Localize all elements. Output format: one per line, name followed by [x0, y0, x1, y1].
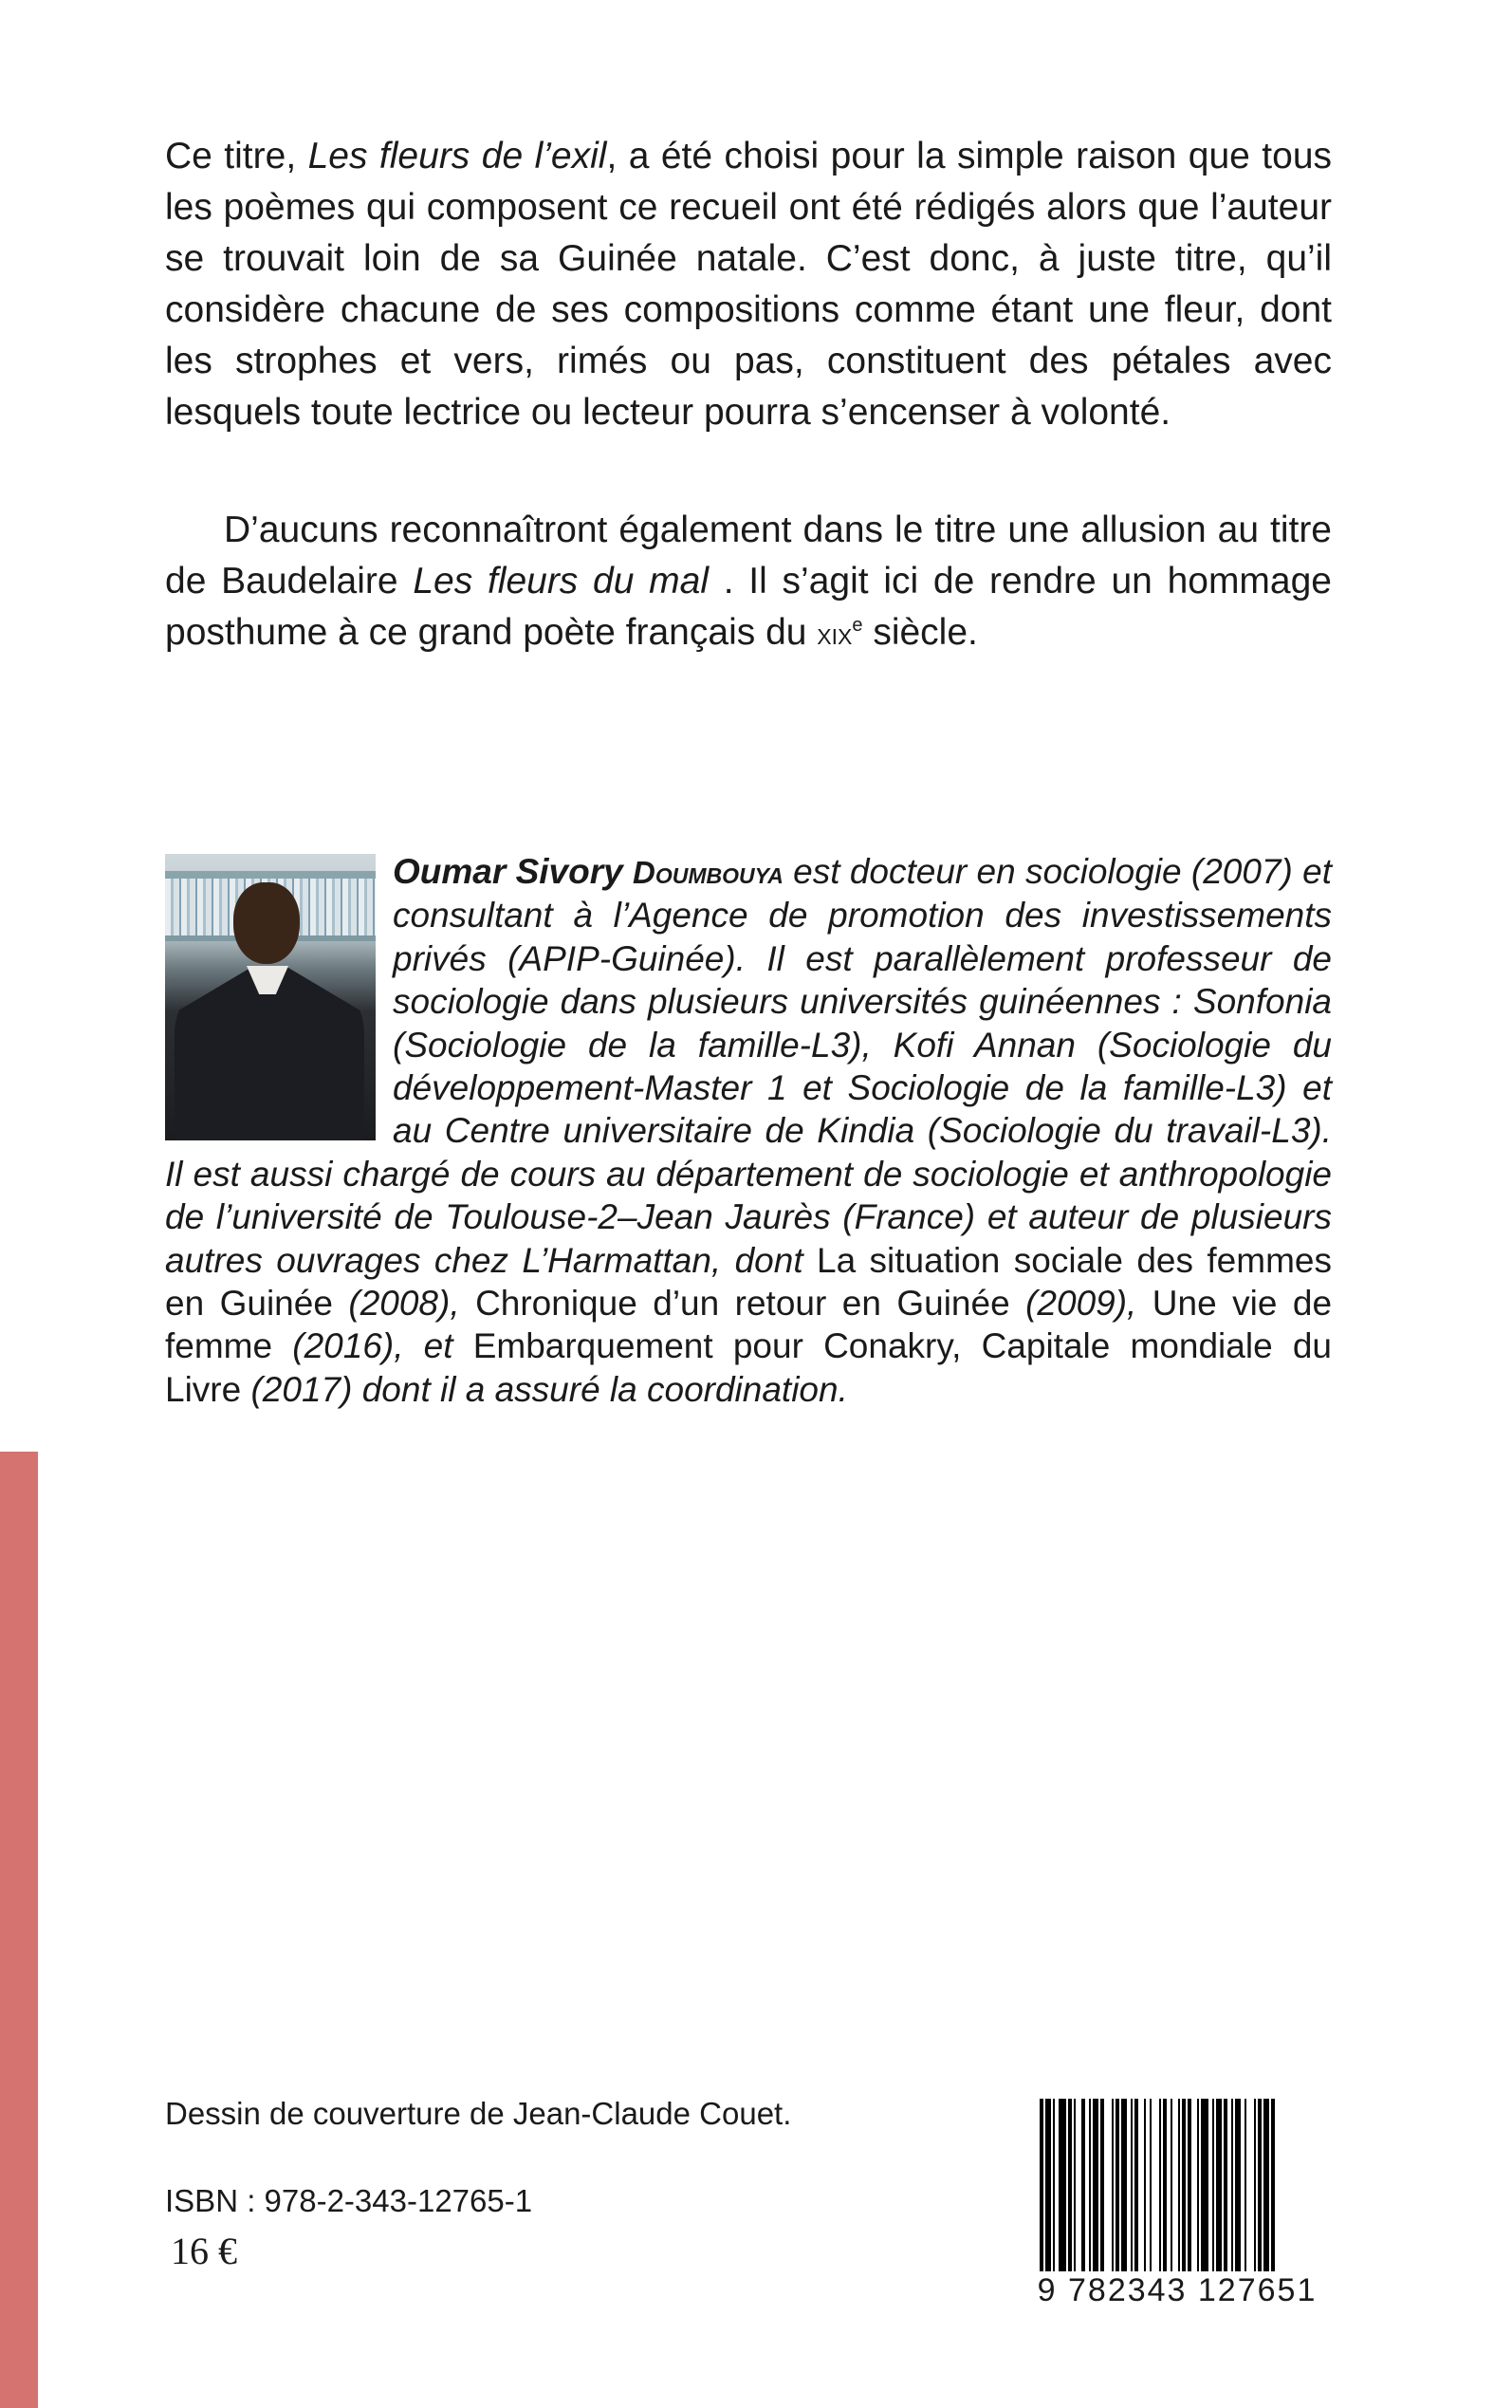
barcode-bar — [1074, 2099, 1076, 2275]
author-bio: Oumar Sivory Doumbouya est docteur en sociologie (2007) et consultant à l’Agence de promotion des investissements privés (APIP-Guinée). Il est parallèlement professeur de sociologie dans plusieurs universités guinéennes : Sonfonia (Sociologie de la famille-L3), Kofi Annan (Sociologie du développement-Master 1 et Sociologie de la famille-L3) et au Centre universitaire de Kindia (Sociologie du travail-L3). Il est aussi chargé de cours au département de sociologie et anthropologie de l’université de Toulouse-2–Jean Jaurès (France) et auteur de plusieurs autres ouvrages chez L’Harmattan, dont La situation sociale des femmes en Guinée (2008), Chronique d’un retour en Guinée (2009), Une vie de femme (2016), et Embarquement pour Conakry, Capitale mondiale du Livre (2017) dont il a assuré la coordination. — [165, 852, 1333, 1409]
isbn: ISBN : 978-2-343-12765-1 — [165, 2183, 533, 2218]
author-name: Oumar Sivory — [393, 852, 633, 891]
cover-credit: Dessin de couverture de Jean-Claude Couet. — [165, 2096, 792, 2131]
barcode — [1030, 2099, 1324, 2315]
barcode-number: 9 782343 127651 — [1030, 2271, 1324, 2309]
barcode-bar — [1068, 2099, 1072, 2275]
author-surname: Doumbouya — [633, 855, 784, 890]
barcode-bar — [1045, 2099, 1051, 2275]
barcode-bar — [1150, 2099, 1152, 2275]
price: 16 € — [171, 2230, 237, 2272]
barcode-bar — [1089, 2099, 1091, 2275]
barcode-bar — [1197, 2099, 1199, 2275]
barcode-bar — [1258, 2099, 1262, 2275]
barcode-bar — [1182, 2099, 1186, 2275]
barcode-bars — [1030, 2099, 1324, 2275]
barcode-bar — [1134, 2099, 1138, 2275]
spine-color-band — [0, 1452, 38, 2408]
book-title: La situation sociale des femmes en Guinée — [165, 1240, 1332, 1324]
barcode-bar — [1116, 2099, 1119, 2275]
book-title: Embarquement pour Conakry, Capitale mondiale du Livre — [165, 1326, 1332, 1409]
barcode-bar — [1053, 2099, 1055, 2275]
barcode-bar — [1224, 2099, 1227, 2275]
barcode-bar — [1081, 2099, 1085, 2275]
barcode-bar — [1216, 2099, 1222, 2275]
barcode-bar — [1263, 2099, 1269, 2275]
barcode-bar — [1245, 2099, 1246, 2275]
blurb-paragraph-1: Ce titre, Les fleurs de l’exil, a été choisi pour la simple raison que tous les poèmes qui composent ce recueil ont été rédigés alors que l’auteur se trouvait loin de sa Guinée natale. C’est donc, à juste titre, qu’il considère chacune de ses compositions comme étant une fleur, dont les strophes et vers, rimés ou pas, constituent des pétales avec lesquels toute lectrice ou lecteur pourra s’encenser à volonté. — [165, 136, 1333, 433]
blurb-paragraph-2: D’aucuns reconnaîtront également dans le titre une allusion au titre de Baudelaire Les fleurs du mal . Il s’agit ici de rendre un hommage posthume à ce grand poète français du xix$^e$ siècle. — [165, 509, 1332, 653]
barcode-bar — [1163, 2099, 1167, 2275]
barcode-bar — [1254, 2099, 1256, 2275]
book-title: Une vie de femme — [165, 1284, 1333, 1366]
barcode-bar — [1235, 2099, 1241, 2275]
barcode-bar — [1112, 2099, 1114, 2275]
barcode-bar — [1093, 2099, 1098, 2275]
book-title: Chronique d’un retour en Guinée — [475, 1284, 1010, 1324]
barcode-bar — [1131, 2099, 1133, 2275]
barcode-bar — [1144, 2099, 1146, 2275]
barcode-bar — [1171, 2099, 1172, 2275]
book-title-italic: Les fleurs de l’exil — [307, 136, 607, 176]
barcode-bar — [1188, 2099, 1191, 2275]
barcode-bar — [1231, 2099, 1233, 2275]
barcode-bar — [1040, 2099, 1043, 2275]
barcode-bar — [1212, 2099, 1214, 2275]
barcode-bar — [1178, 2099, 1180, 2275]
barcode-bar — [1159, 2099, 1161, 2275]
barcode-bar — [1121, 2099, 1127, 2275]
barcode-bar — [1201, 2099, 1208, 2275]
baudelaire-title-italic: Les fleurs du mal — [413, 561, 709, 602]
barcode-bar — [1059, 2099, 1066, 2275]
barcode-bar — [1271, 2099, 1275, 2275]
barcode-bar — [1100, 2099, 1104, 2275]
